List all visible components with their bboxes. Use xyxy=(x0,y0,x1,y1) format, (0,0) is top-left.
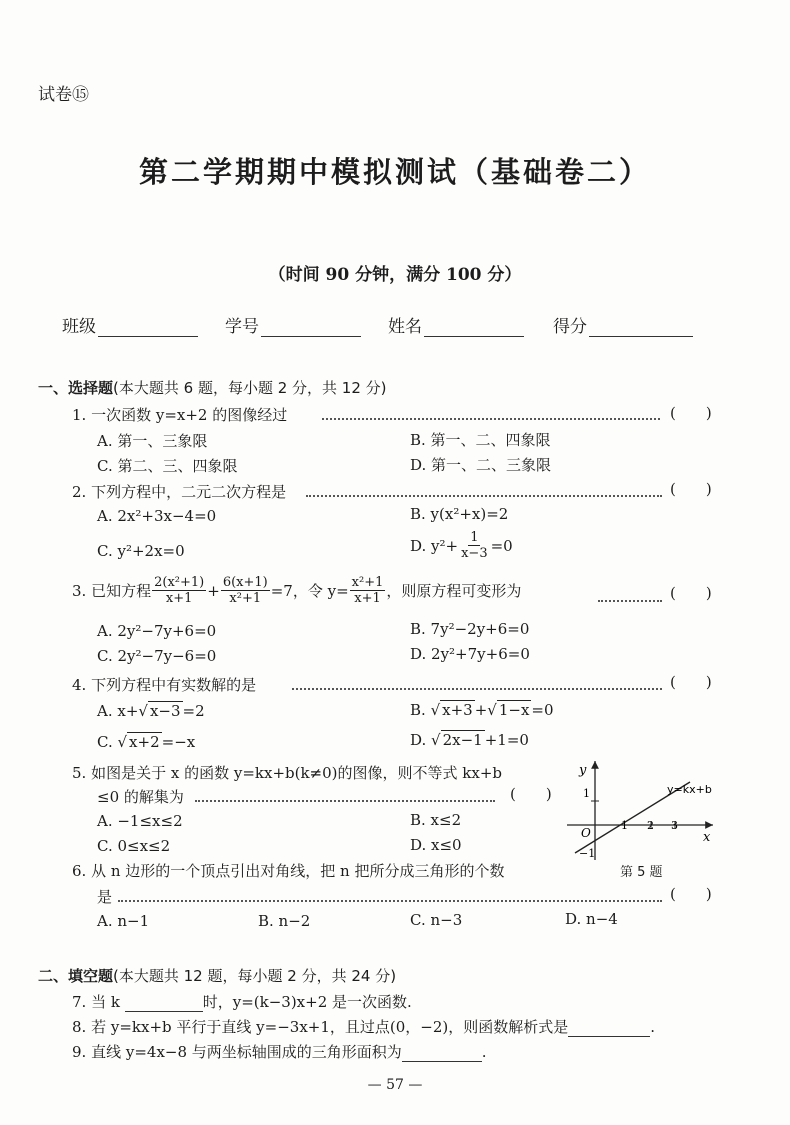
option-text: C. xyxy=(97,733,118,751)
axis-y-label: y xyxy=(579,763,587,778)
score-blank[interactable] xyxy=(589,318,693,337)
class-field xyxy=(62,312,198,337)
q4-option-a[interactable]: A. x+√ x−3 =2 xyxy=(97,702,205,720)
q1-option-a[interactable]: A. 第一、三象限 xyxy=(97,432,208,450)
line-equation-label: y=kx+b xyxy=(667,783,712,796)
question-number: 4. xyxy=(72,676,87,694)
numerator: 1 xyxy=(470,530,479,545)
class-blank[interactable] xyxy=(98,318,198,337)
question-number: 3. xyxy=(72,581,87,600)
answer-bracket[interactable]: ( ) xyxy=(670,404,712,422)
question-text: 一次函数 y=x+2 的图像经过 xyxy=(91,406,288,424)
option-text: D. xyxy=(410,731,432,749)
question-8 xyxy=(72,1016,655,1037)
question-6-stem-cont: 是 xyxy=(97,888,113,906)
question-text: 直线 y=4x−8 与两坐标轴围成的三角形面积为 xyxy=(91,1043,402,1061)
q5-graph-figure xyxy=(565,755,725,865)
denominator: x+1 xyxy=(354,591,381,606)
section-1-header xyxy=(38,377,387,398)
radicand: 1−x xyxy=(498,701,530,719)
q5-option-c[interactable]: C. 0≤x≤2 xyxy=(97,837,171,855)
question-7 xyxy=(72,991,412,1012)
y-tick-label: 1 xyxy=(583,787,590,800)
page-number: — 57 — xyxy=(367,1077,423,1093)
radicand: x+3 xyxy=(442,701,473,719)
question-text: . xyxy=(650,1018,656,1036)
operator: + xyxy=(474,701,488,719)
q2-option-a[interactable]: A. 2x²+3x−4=0 xyxy=(97,507,217,525)
fill-blank[interactable] xyxy=(402,1047,482,1062)
option-text: =2 xyxy=(182,702,205,720)
question-text: 已知方程 xyxy=(91,582,152,600)
section-2-header xyxy=(38,965,396,986)
question-text: . xyxy=(481,1043,487,1061)
answer-bracket[interactable]: ( ) xyxy=(670,584,712,602)
name-field xyxy=(388,312,524,337)
q5-option-a[interactable]: A. −1≤x≤2 xyxy=(97,812,183,830)
score-field xyxy=(553,312,693,337)
q6-option-c[interactable]: C. n−3 xyxy=(410,911,463,929)
question-text: 下列方程中，二元二次方程是 xyxy=(91,483,287,501)
fill-blank[interactable] xyxy=(568,1022,650,1037)
question-number: 7. xyxy=(72,993,87,1011)
answer-bracket[interactable]: ( ) xyxy=(670,885,712,903)
question-2-stem xyxy=(72,481,286,502)
q2-option-d[interactable] xyxy=(410,530,513,561)
q1-option-c[interactable]: C. 第二、三、四象限 xyxy=(97,457,238,475)
question-9 xyxy=(72,1041,487,1062)
option-text: =−x xyxy=(161,733,196,751)
q3-option-a[interactable]: A. 2y²−7y+6=0 xyxy=(97,622,217,640)
question-1-stem xyxy=(72,404,287,425)
question-text: 下列方程中有实数解的是 xyxy=(91,676,257,694)
leader-dots xyxy=(292,673,662,692)
student-id-label: 学号 xyxy=(225,317,259,337)
section-1-note: (本大题共 6 题，每小题 2 分，共 12 分) xyxy=(113,379,387,397)
question-number: 8. xyxy=(72,1018,87,1036)
q2-option-b[interactable]: B. y(x²+x)=2 xyxy=(410,505,509,523)
section-2-heading: 二、填空题 xyxy=(38,967,114,985)
leader-dots xyxy=(306,480,662,499)
question-number: 5. xyxy=(72,764,87,782)
question-text: =7，令 y= xyxy=(270,582,349,600)
fraction xyxy=(221,575,270,606)
q4-option-d[interactable]: D. √ 2x−1 +1=0 xyxy=(410,731,529,749)
option-text: A. x+ xyxy=(97,702,139,720)
answer-bracket[interactable]: ( ) xyxy=(510,785,552,803)
question-4-stem xyxy=(72,674,256,695)
question-text: ，则原方程可变形为 xyxy=(386,582,522,600)
numerator: x²+1 xyxy=(351,575,384,590)
numerator: 2(x²+1) xyxy=(154,575,205,590)
axis-x-label: x xyxy=(703,830,711,845)
q6-option-d[interactable]: D. n−4 xyxy=(565,910,618,928)
question-3-stem xyxy=(72,575,521,606)
answer-bracket[interactable]: ( ) xyxy=(670,673,712,691)
leader-dots xyxy=(598,585,662,604)
q3-option-c[interactable]: C. 2y²−7y−6=0 xyxy=(97,647,217,665)
radicand: x−3 xyxy=(149,702,181,720)
question-5-stem-cont: ≤0 的解集为 xyxy=(97,788,184,806)
question-text: 如图是关于 x 的函数 y=kx+b(k≠0)的图像，则不等式 kx+b xyxy=(91,764,503,782)
fraction xyxy=(459,530,490,561)
question-text: 当 k xyxy=(91,993,120,1011)
q4-option-c[interactable]: C. √ x+2 =−x xyxy=(97,733,196,751)
question-number: 6. xyxy=(72,862,87,880)
section-1-heading: 一、选择题 xyxy=(38,379,114,397)
q1-option-d[interactable]: D. 第一、二、三象限 xyxy=(410,456,552,474)
q3-option-b[interactable]: B. 7y²−2y+6=0 xyxy=(410,620,530,638)
y-tick-label: −1 xyxy=(579,847,596,860)
figure-caption: 第 5 题 xyxy=(620,865,663,880)
q3-option-d[interactable]: D. 2y²+7y+6=0 xyxy=(410,645,530,663)
question-number: 1. xyxy=(72,406,87,424)
origin-label: O xyxy=(581,826,591,840)
denominator: x+1 xyxy=(165,591,193,606)
question-text: 时，y=(k−3)x+2 是一次函数. xyxy=(202,993,412,1011)
answer-bracket[interactable]: ( ) xyxy=(670,480,712,498)
exam-subtitle: （时间 90 分钟，满分 100 分） xyxy=(268,265,522,285)
leader-dots xyxy=(118,885,662,904)
question-6-stem xyxy=(72,860,505,881)
operator: + xyxy=(207,581,220,600)
section-2-note: (本大题共 12 题，每小题 2 分，共 24 分) xyxy=(113,967,397,985)
option-text: B. xyxy=(410,701,431,719)
q6-option-b[interactable]: B. n−2 xyxy=(258,912,311,930)
class-label: 班级 xyxy=(62,317,96,337)
q5-option-d[interactable]: D. x≤0 xyxy=(410,836,462,854)
name-label: 姓名 xyxy=(388,317,422,337)
score-label: 得分 xyxy=(553,317,587,337)
student-id-field xyxy=(225,312,361,337)
q2-option-c[interactable]: C. y²+2x=0 xyxy=(97,542,185,560)
x-tick-label: 2 xyxy=(647,819,654,832)
fraction xyxy=(350,575,386,606)
student-id-blank[interactable] xyxy=(261,318,361,337)
denominator: x−3 xyxy=(461,546,488,561)
numerator: 6(x+1) xyxy=(222,575,268,590)
question-5-stem xyxy=(72,762,502,783)
name-blank[interactable] xyxy=(424,318,524,337)
question-number: 9. xyxy=(72,1043,87,1061)
option-text: +1=0 xyxy=(484,731,529,749)
leader-dots xyxy=(195,785,495,804)
option-text: =0 xyxy=(531,701,554,719)
question-text: 从 n 边形的一个顶点引出对角线，把 n 把所分成三角形的个数 xyxy=(91,862,505,880)
page-title: 第二学期期中模拟测试（基础卷二） xyxy=(138,155,651,189)
denominator: x²+1 xyxy=(229,591,262,606)
radicand: x+2 xyxy=(129,733,160,751)
option-text: =0 xyxy=(490,536,513,555)
fill-blank[interactable] xyxy=(125,997,203,1012)
x-tick-label: 3 xyxy=(671,819,678,832)
q4-option-b[interactable]: B. √ x+3 +√ 1−x =0 xyxy=(410,701,554,719)
q6-option-a[interactable]: A. n−1 xyxy=(97,912,150,930)
q5-option-b[interactable]: B. x≤2 xyxy=(410,811,462,829)
option-text: D. y²+ xyxy=(410,536,459,555)
paper-label: 试卷⑮ xyxy=(38,85,89,105)
fraction xyxy=(152,575,206,606)
question-number: 2. xyxy=(72,483,87,501)
question-text: 若 y=kx+b 平行于直线 y=−3x+1，且过点(0，−2)，则函数解析式是 xyxy=(91,1018,569,1036)
leader-dots xyxy=(322,403,660,422)
radicand: 2x−1 xyxy=(442,731,483,749)
x-tick-label: 1 xyxy=(621,819,628,832)
q1-option-b[interactable]: B. 第一、二、四象限 xyxy=(410,431,551,449)
